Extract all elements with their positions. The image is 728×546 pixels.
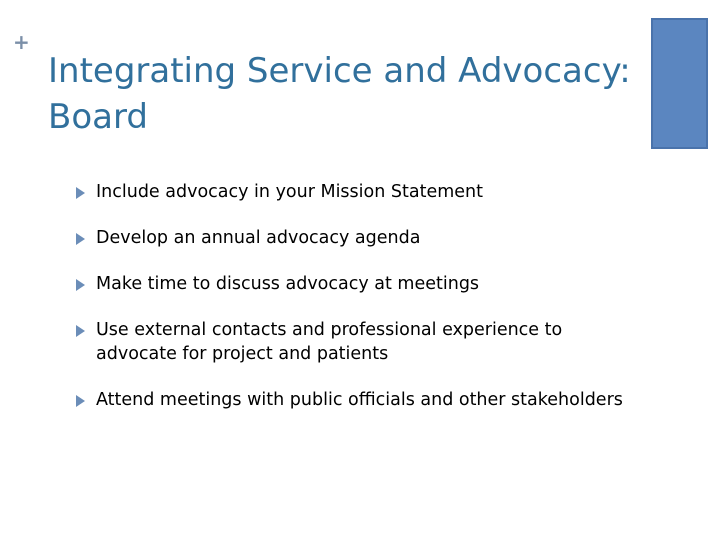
bullet-text: Include advocacy in your Mission Statement xyxy=(96,182,483,202)
bullet-text: Make time to discuss advocacy at meetings xyxy=(96,274,480,294)
triangle-bullet-icon xyxy=(76,325,85,337)
bullet-text: Attend meetings with public officials and other stakeholders xyxy=(96,390,623,410)
bullet-item xyxy=(76,226,636,250)
accent-bar xyxy=(651,18,708,149)
plus-icon: + xyxy=(13,30,30,54)
bullet-item xyxy=(76,272,636,296)
triangle-bullet-icon xyxy=(76,395,85,407)
triangle-bullet-icon xyxy=(76,279,85,291)
bullet-list xyxy=(76,180,636,434)
bullet-item xyxy=(76,318,636,366)
bullet-text: Develop an annual advocacy agenda xyxy=(96,228,421,248)
bullet-item xyxy=(76,388,636,412)
slide-title: Integrating Service and Advocacy: Board xyxy=(48,51,631,137)
triangle-bullet-icon xyxy=(76,233,85,245)
bullet-item xyxy=(76,180,636,204)
bullet-text: Use external contacts and professional experience to advocate for project and patients xyxy=(96,320,563,364)
triangle-bullet-icon xyxy=(76,187,85,199)
